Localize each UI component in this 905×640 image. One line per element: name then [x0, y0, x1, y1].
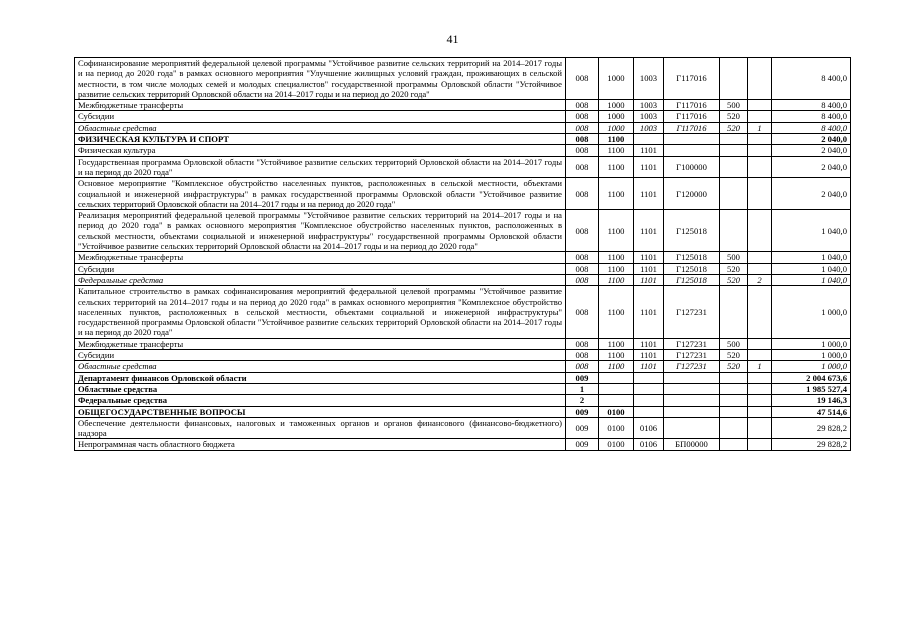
amount-cell: 1 040,0	[772, 252, 851, 263]
expense-type-cell	[720, 395, 748, 406]
funding-source-cell: 1	[748, 122, 772, 133]
section-code-cell	[599, 383, 634, 394]
target-article-cell: Г127231	[664, 338, 720, 349]
subsection-code-cell: 1101	[634, 145, 664, 156]
section-code-cell: 1100	[599, 263, 634, 274]
section-code-cell: 0100	[599, 417, 634, 439]
subsection-code-cell: 1003	[634, 122, 664, 133]
amount-cell: 29 828,2	[772, 439, 851, 450]
amount-cell: 2 040,0	[772, 134, 851, 145]
expense-type-cell	[720, 286, 748, 338]
expense-type-cell: 500	[720, 338, 748, 349]
expense-type-cell: 520	[720, 122, 748, 133]
table-row	[75, 145, 851, 156]
expense-type-cell	[720, 406, 748, 417]
table-row	[75, 439, 851, 450]
subsection-code-cell: 0106	[634, 417, 664, 439]
ministry-code-cell: 008	[566, 156, 599, 178]
funding-source-cell: 1	[748, 361, 772, 372]
section-code-cell: 1000	[599, 100, 634, 111]
table-row	[75, 252, 851, 263]
target-article-cell: Г127231	[664, 350, 720, 361]
funding-source-cell	[748, 100, 772, 111]
table-row	[75, 417, 851, 439]
table-row	[75, 383, 851, 394]
expense-type-cell	[720, 372, 748, 383]
subsection-code-cell: 0106	[634, 439, 664, 450]
expense-type-cell	[720, 156, 748, 178]
description-cell: ФИЗИЧЕСКАЯ КУЛЬТУРА И СПОРТ	[75, 134, 566, 145]
target-article-cell	[664, 372, 720, 383]
funding-source-cell	[748, 406, 772, 417]
section-code-cell: 1100	[599, 178, 634, 210]
description-cell: Межбюджетные трансферты	[75, 100, 566, 111]
target-article-cell: Г117016	[664, 58, 720, 100]
target-article-cell: Г100000	[664, 156, 720, 178]
funding-source-cell	[748, 156, 772, 178]
description-cell: Субсидии	[75, 111, 566, 122]
target-article-cell: Г125018	[664, 274, 720, 285]
section-code-cell: 1100	[599, 361, 634, 372]
description-cell: Федеральные средства	[75, 395, 566, 406]
expense-type-cell	[720, 178, 748, 210]
amount-cell: 2 004 673,6	[772, 372, 851, 383]
ministry-code-cell: 008	[566, 210, 599, 252]
section-code-cell	[599, 395, 634, 406]
amount-cell: 1 040,0	[772, 263, 851, 274]
table-row	[75, 134, 851, 145]
ministry-code-cell: 2	[566, 395, 599, 406]
ministry-code-cell: 008	[566, 350, 599, 361]
target-article-cell	[664, 145, 720, 156]
subsection-code-cell: 1101	[634, 252, 664, 263]
ministry-code-cell: 008	[566, 58, 599, 100]
description-cell: Межбюджетные трансферты	[75, 338, 566, 349]
table-row	[75, 406, 851, 417]
section-code-cell: 1100	[599, 286, 634, 338]
table-row	[75, 100, 851, 111]
section-code-cell: 0100	[599, 406, 634, 417]
subsection-code-cell	[634, 383, 664, 394]
funding-source-cell	[748, 111, 772, 122]
target-article-cell: Г127231	[664, 361, 720, 372]
ministry-code-cell: 008	[566, 178, 599, 210]
expense-type-cell: 520	[720, 263, 748, 274]
ministry-code-cell: 009	[566, 406, 599, 417]
amount-cell: 8 400,0	[772, 100, 851, 111]
section-code-cell: 1100	[599, 274, 634, 285]
amount-cell: 1 985 527,4	[772, 383, 851, 394]
funding-source-cell	[748, 252, 772, 263]
expense-type-cell	[720, 210, 748, 252]
description-cell: Областные средства	[75, 361, 566, 372]
subsection-code-cell: 1101	[634, 350, 664, 361]
section-code-cell: 1000	[599, 58, 634, 100]
section-code-cell: 1100	[599, 210, 634, 252]
expense-type-cell	[720, 134, 748, 145]
description-cell: Межбюджетные трансферты	[75, 252, 566, 263]
subsection-code-cell: 1101	[634, 263, 664, 274]
expense-type-cell	[720, 58, 748, 100]
table-row	[75, 338, 851, 349]
description-cell: Областные средства	[75, 122, 566, 133]
amount-cell: 1 040,0	[772, 210, 851, 252]
expense-type-cell: 500	[720, 252, 748, 263]
target-article-cell: Г117016	[664, 100, 720, 111]
section-code-cell: 0100	[599, 439, 634, 450]
funding-source-cell	[748, 395, 772, 406]
table-row	[75, 156, 851, 178]
table-row	[75, 361, 851, 372]
description-cell: Обеспечение деятельности финансовых, налоговых и таможенных органов и органов финансового (финансово-бюджетного) надзора	[75, 417, 566, 439]
funding-source-cell	[748, 383, 772, 394]
section-code-cell	[599, 372, 634, 383]
ministry-code-cell: 008	[566, 263, 599, 274]
expense-type-cell	[720, 439, 748, 450]
ministry-code-cell: 008	[566, 338, 599, 349]
section-code-cell: 1100	[599, 145, 634, 156]
expense-type-cell: 520	[720, 350, 748, 361]
description-cell: Непрограммная часть областного бюджета	[75, 439, 566, 450]
target-article-cell: Г117016	[664, 111, 720, 122]
funding-source-cell	[748, 286, 772, 338]
table-row	[75, 263, 851, 274]
funding-source-cell	[748, 145, 772, 156]
table-row	[75, 350, 851, 361]
table-row	[75, 274, 851, 285]
ministry-code-cell: 008	[566, 361, 599, 372]
ministry-code-cell: 009	[566, 417, 599, 439]
funding-source-cell	[748, 372, 772, 383]
description-cell: ОБЩЕГОСУДАРСТВЕННЫЕ ВОПРОСЫ	[75, 406, 566, 417]
target-article-cell	[664, 406, 720, 417]
ministry-code-cell: 009	[566, 439, 599, 450]
subsection-code-cell	[634, 134, 664, 145]
description-cell: Основное мероприятие "Комплексное обустройство населенных пунктов, расположенных в сельской местности, объектами социальной и инженерной инфраструктуры" в рамках государственной программы Орловской области "Устойчивое развитие сельских территорий Орловской области на 2014–2017 годы и на период до 2020 года"	[75, 178, 566, 210]
ministry-code-cell: 008	[566, 111, 599, 122]
description-cell: Субсидии	[75, 263, 566, 274]
description-cell: Физическая культура	[75, 145, 566, 156]
target-article-cell: Г127231	[664, 286, 720, 338]
funding-source-cell	[748, 263, 772, 274]
subsection-code-cell: 1003	[634, 111, 664, 122]
description-cell: Реализация мероприятий федеральной целевой программы "Устойчивое развитие сельских территорий на 2014–2017 годы и на период до 2020 года" в рамках основного мероприятия "Комплексное обустройство населенных пунктов, расположенных в сельской местности, объектами социальной и инженерной инфраструктуры" государственной программы Орловской области "Устойчивое развитие сельских территорий Орловской области на 2014–2017 годы и на период до 2020 года"	[75, 210, 566, 252]
target-article-cell: БП00000	[664, 439, 720, 450]
funding-source-cell	[748, 58, 772, 100]
section-code-cell: 1100	[599, 134, 634, 145]
budget-rows	[75, 58, 851, 451]
table-row	[75, 178, 851, 210]
funding-source-cell: 2	[748, 274, 772, 285]
subsection-code-cell: 1101	[634, 210, 664, 252]
section-code-cell: 1100	[599, 350, 634, 361]
subsection-code-cell: 1101	[634, 286, 664, 338]
target-article-cell: Г125018	[664, 263, 720, 274]
description-cell: Федеральные средства	[75, 274, 566, 285]
subsection-code-cell: 1101	[634, 274, 664, 285]
amount-cell: 2 040,0	[772, 156, 851, 178]
amount-cell: 2 040,0	[772, 178, 851, 210]
ministry-code-cell: 008	[566, 122, 599, 133]
section-code-cell: 1000	[599, 122, 634, 133]
subsection-code-cell	[634, 395, 664, 406]
ministry-code-cell: 008	[566, 134, 599, 145]
table-row	[75, 111, 851, 122]
funding-source-cell	[748, 439, 772, 450]
expense-type-cell: 520	[720, 274, 748, 285]
table-row	[75, 58, 851, 100]
target-article-cell	[664, 395, 720, 406]
target-article-cell	[664, 134, 720, 145]
target-article-cell: Г120000	[664, 178, 720, 210]
amount-cell: 1 040,0	[772, 274, 851, 285]
expense-type-cell	[720, 145, 748, 156]
subsection-code-cell: 1101	[634, 338, 664, 349]
table-row	[75, 210, 851, 252]
section-code-cell: 1000	[599, 111, 634, 122]
expense-type-cell: 500	[720, 100, 748, 111]
amount-cell: 8 400,0	[772, 111, 851, 122]
section-code-cell: 1100	[599, 252, 634, 263]
amount-cell: 2 040,0	[772, 145, 851, 156]
subsection-code-cell: 1003	[634, 100, 664, 111]
budget-table	[74, 57, 851, 451]
ministry-code-cell: 1	[566, 383, 599, 394]
expense-type-cell: 520	[720, 361, 748, 372]
subsection-code-cell	[634, 406, 664, 417]
target-article-cell: Г125018	[664, 210, 720, 252]
funding-source-cell	[748, 338, 772, 349]
funding-source-cell	[748, 350, 772, 361]
description-cell: Субсидии	[75, 350, 566, 361]
ministry-code-cell: 008	[566, 252, 599, 263]
target-article-cell: Г117016	[664, 122, 720, 133]
funding-source-cell	[748, 210, 772, 252]
table-row	[75, 372, 851, 383]
description-cell: Софинансирование мероприятий федеральной целевой программы "Устойчивое развитие сельских территорий на 2014–2017 годы и на период до 2020 года" в рамках основного мероприятия "Улучшение жилищных условий граждан, проживающих в сельской местности, в том числе молодых семей и молодых специалистов" государственной программы Орловской области "Устойчивое развитие сельских территорий Орловской области на 2014–2017 годы и на период до 2020 года"	[75, 58, 566, 100]
ministry-code-cell: 009	[566, 372, 599, 383]
ministry-code-cell: 008	[566, 286, 599, 338]
funding-source-cell	[748, 417, 772, 439]
target-article-cell: Г125018	[664, 252, 720, 263]
amount-cell: 1 000,0	[772, 338, 851, 349]
amount-cell: 8 400,0	[772, 58, 851, 100]
amount-cell: 1 000,0	[772, 286, 851, 338]
amount-cell: 8 400,0	[772, 122, 851, 133]
expense-type-cell	[720, 383, 748, 394]
page-number: 41	[446, 32, 459, 46]
amount-cell: 47 514,6	[772, 406, 851, 417]
description-cell: Областные средства	[75, 383, 566, 394]
amount-cell: 29 828,2	[772, 417, 851, 439]
section-code-cell: 1100	[599, 338, 634, 349]
amount-cell: 1 000,0	[772, 350, 851, 361]
subsection-code-cell: 1003	[634, 58, 664, 100]
subsection-code-cell: 1101	[634, 156, 664, 178]
table-row	[75, 286, 851, 338]
expense-type-cell: 520	[720, 111, 748, 122]
description-cell: Государственная программа Орловской области "Устойчивое развитие сельских территорий Орловской области на 2014–2017 годы и на период до 2020 года"	[75, 156, 566, 178]
ministry-code-cell: 008	[566, 100, 599, 111]
description-cell: Департамент финансов Орловской области	[75, 372, 566, 383]
amount-cell: 1 000,0	[772, 361, 851, 372]
section-code-cell: 1100	[599, 156, 634, 178]
funding-source-cell	[748, 178, 772, 210]
table-row	[75, 395, 851, 406]
funding-source-cell	[748, 134, 772, 145]
expense-type-cell	[720, 417, 748, 439]
target-article-cell	[664, 417, 720, 439]
ministry-code-cell: 008	[566, 145, 599, 156]
subsection-code-cell	[634, 372, 664, 383]
table-row	[75, 122, 851, 133]
subsection-code-cell: 1101	[634, 361, 664, 372]
description-cell: Капитальное строительство в рамках софинансирования мероприятий федеральной целевой программы "Устойчивое развитие сельских территорий на 2014–2017 годы и на период до 2020 года" в рамках основного мероприятия "Комплексное обустройство населенных пунктов, расположенных в сельской местности, объектами социальной и инженерной инфраструктуры" государственной программы Орловской области "Устойчивое развитие сельских территорий Орловской области на 2014–2017 годы и на период до 2020 года"	[75, 286, 566, 338]
target-article-cell	[664, 383, 720, 394]
amount-cell: 19 146,3	[772, 395, 851, 406]
subsection-code-cell: 1101	[634, 178, 664, 210]
ministry-code-cell: 008	[566, 274, 599, 285]
